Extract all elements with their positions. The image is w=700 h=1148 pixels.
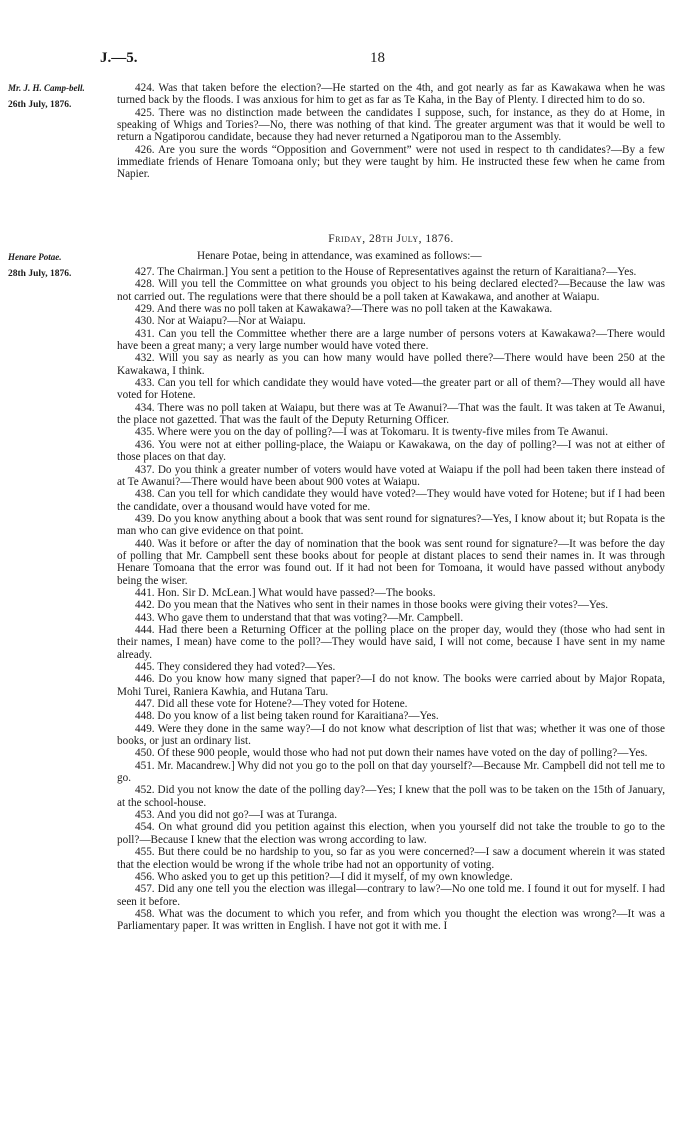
paragraph: 424. Was that taken before the election?—He started on the 4th, and got nearly as far as Kawakawa when he was turned back by the floods. I was anxious for him to get as far as Te Kaha, in the Bay of Plenty. I directed him to do so.: [117, 82, 665, 107]
examination-intro: Henare Potae, being in attendance, was examined as follows:—: [197, 250, 482, 262]
side-note-date: 28th July, 1876.: [8, 269, 72, 279]
examination-intro-block: [117, 250, 665, 262]
paragraph: 429. And there was no poll taken at Kawakawa?—There was no poll taken at the Kawakawa.: [135, 303, 553, 316]
side-note-1: [8, 83, 108, 111]
paragraph: 443. Who gave them to understand that that was voting?—Mr. Campbell.: [135, 611, 464, 624]
paragraph: 452. Did you not know the date of the polling day?—Yes; I knew that the poll was to be taken on the 15th of January, at the school-house.: [117, 784, 665, 809]
paragraph: 437. Do you think a greater number of voters would have voted at Waiapu if the poll had been taken there instead of at Te Awanui?—There would have been about 900 votes at Waiapu.: [117, 463, 665, 488]
paragraph: 453. And you did not go?—I was at Turanga.: [135, 809, 337, 822]
paragraph: 425. There was no distinction made between the candidates I suppose, such, for instance, as they do at Home, in speaking of Whigs and Tories?—No, there was nothing of that kind. The greater argument was that it would be well to return a Ngatiporou candidate, because they had never returned a Ngatiporou man to the Assembly.: [117, 106, 665, 144]
side-note-date: 26th July, 1876.: [8, 100, 72, 110]
paragraph: 426. Are you sure the words “Opposition and Government” were not used in respect to th candidates?—By a few immediate friends of Henare Tomoana only; but they were taught by him. He instructed these few when he came from Napier.: [117, 143, 665, 181]
paragraph: 439. Do you know anything about a book that was sent round for signatures?—Yes, I know about it; but Ropata is the man who can give evidence on that point.: [117, 512, 665, 538]
paragraph: 458. What was the document to which you refer, and from which you thought the election was wrong?—It was a Parliamentary paper. It was written in English. I have not got it with me. I: [117, 907, 665, 933]
side-note-2: [8, 252, 108, 280]
paragraph: 428. Will you tell the Committee on what grounds you object to his being declared elected?—Because the law was not carried out. The regulations were that there should be a poll taken at Kawakawa, and another at Waiapu.: [117, 278, 665, 303]
side-note-name: Mr. J. H. Camp-bell.: [8, 83, 85, 93]
paragraph: 456. Who asked you to get up this petition?—I did it myself, of my own knowledge.: [135, 870, 513, 883]
paragraph: 455. But there could be no hardship to you, so far as you were concerned?—I saw a document wherein it was stated that the election would be wrong if the whole tribe had not an opportunity of voting.: [117, 846, 665, 871]
paragraph: 442. Do you mean that the Natives who sent in their names in those books were giving their votes?—Yes.: [135, 599, 609, 612]
paragraph: 440. Was it before or after the day of nomination that the book was sent round for signature?—It was before the day of polling that Mr. Campbell sent these books about for people at distant places to send their names in. It was through Henare Tomoana that the error was found out. If it had not been for Tomoana, it would have passed without anybody being the wiser.: [117, 537, 665, 587]
paragraph: 448. Do you know of a list being taken round for Karaitiana?—Yes.: [135, 710, 439, 723]
paragraph: 435. Where were you on the day of polling?—I was at Tokomaru. It is twenty-five miles from Te Awanui.: [135, 426, 609, 439]
paragraph: 447. Did all these vote for Hotene?—They voted for Hotene.: [135, 698, 408, 711]
section-title: Friday, 28th July, 1876.: [328, 233, 454, 245]
paragraph: 457. Did any one tell you the election was illegal—contrary to law?—No one told me. I found it out for myself. I had seen it before.: [117, 883, 665, 908]
page-number: 18: [370, 50, 385, 66]
paragraph: 449. Were they done in the same way?—I do not know what description of list that was; whether it was one of those books, or just an ordinary list.: [117, 722, 665, 748]
side-note-name: Henare Potae.: [8, 252, 62, 262]
paragraph: 441. Hon. Sir D. McLean.] What would have passed?—The books.: [135, 586, 436, 599]
paragraph: 438. Can you tell for which candidate they would have voted?—They would have voted for Hotene; but if I had been the candidate, over a thousand would have voted for me.: [117, 488, 665, 513]
paragraph: 427. The Chairman.] You sent a petition to the House of Representatives against the return of Karaitiana?—Yes.: [135, 266, 637, 278]
paragraph: 433. Can you tell for which candidate they would have voted—the greater part or all of them?—They would all have voted for Hotene.: [117, 377, 665, 402]
paragraph: 454. On what ground did you petition against this election, when you yourself did not take the trouble to go to the poll?—Because I knew that the election was wrong according to law.: [117, 821, 665, 846]
paragraph: 434. There was no poll taken at Waiapu, but there was at Te Awanui?—That was the fault. It was taken at Te Awanui, the place not gazetted. That was the fault of the Deputy Returning Officer.: [117, 401, 665, 427]
paragraph: 451. Mr. Macandrew.] Why did not you go to the poll on that day yourself?—Because Mr. Campbell did not tell me to go.: [117, 759, 665, 785]
page-header: [100, 50, 670, 72]
paragraph: 445. They considered they had voted?—Yes.: [135, 661, 336, 673]
paragraph: 436. You were not at either polling-place, the Waiapu or Kawakawa, on the day of polling?—I was not at either of those places on that day.: [117, 438, 665, 464]
testimony-block: [117, 266, 665, 933]
paragraph: 446. Do you know how many signed that paper?—I do not know. The books were carried about by Major Ropata, Mohi Turei, Raniera Kawhia, and Hutana Taru.: [117, 673, 665, 698]
paragraph: 450. Of these 900 people, would those who had not put down their names have voted on the day of polling?—Yes.: [135, 747, 648, 760]
paragraph: 444. Had there been a Returning Officer at the polling place on the proper day, would they (those who had sent in their names, I mean) have come to the poll?—They would have said, I will not come, because I have sent in my name already.: [117, 623, 665, 661]
paragraph: 430. Nor at Waiapu?—Nor at Waiapu.: [135, 315, 306, 328]
block-before-section: [117, 82, 665, 181]
document-code: J.—5.: [100, 50, 138, 66]
paragraph: 431. Can you tell the Committee whether there are a large number of persons voters at Kawakawa?—There would have been a great many; a very large number would have voted there.: [117, 327, 665, 353]
paragraph: 432. Will you say as nearly as you can how many would have polled there?—There would have been 250 at the Kawakawa, I think.: [117, 352, 665, 377]
